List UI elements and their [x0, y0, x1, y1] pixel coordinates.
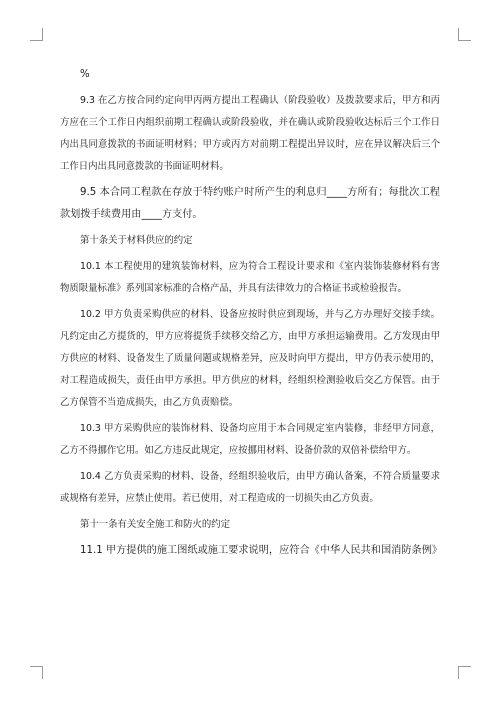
paragraph-percent: % — [80, 69, 90, 80]
paragraph-9-5: 9.5 本合同工程款在存放于特约账户时所产生的利息归____方所有；每批次工程款划拨手续费用由____方支付。 — [60, 187, 440, 220]
section-heading-article-10: 第十条关于材料供应的约定 — [80, 235, 193, 246]
paragraph-10-4: 10.4 乙方负责采购的材料、设备，经组织验收后，由甲方确认备案，不符合质量要求或规格有差异，应禁止使用。若已使用，对工程造成的一切损失由乙方负责。 — [60, 471, 440, 504]
paragraph-10-1: 10.1 本工程使用的建筑装饰材料，应为符合工程设计要求和《室内装饰装修材料有害物质限量标准》系列国家标准的合格产品，并具有法律效力的合格证书或检验报告。 — [60, 261, 440, 294]
crop-mark-bottom-left — [30, 666, 43, 679]
document-body — [60, 64, 443, 562]
crop-mark-top-right — [458, 28, 471, 41]
paragraph-9-3: 9.3 在乙方按合同约定向甲丙两方提出工程确认（阶段验收）及拨款要求后，甲方和丙方应在三个工作日内组织前期工程确认或阶段验收，并在确认或阶段验收达标后三个工作日内出具同意拨款的书面证明材料；甲方或丙方对前期工程提出异议时，应在异议解决后三个工作日内出具同意拨款的书面证明材料。 — [60, 95, 440, 172]
crop-mark-top-left — [30, 28, 43, 41]
section-heading-article-11: 第十一条有关安全施工和防火的约定 — [80, 519, 231, 530]
paragraph-10-2: 10.2 甲方负责采购供应的材料、设备应按时供应到现场，并与乙方办理好交接手续。凡约定由乙方提货的，甲方应将提货手续移交给乙方，由甲方承担运输费用。乙方发现由甲方供应的材料、设备发生了质量问题或规格差异，应及时向甲方提出，甲方仍表示使用的，对工程造成损失，责任由甲方承担。甲方供应的材料，经组织检测验收后交乙方保管。由于乙方保管不当造成损失，由乙方负责赔偿。 — [60, 309, 440, 408]
crop-mark-bottom-right — [458, 666, 471, 679]
paragraph-10-3: 10.3 甲方采购供应的装饰材料、设备均应用于本合同规定室内装修，非经甲方同意，乙方不得挪作它用。如乙方违反此规定，应按挪用材料、设备价款的双倍补偿给甲方。 — [60, 423, 440, 456]
paragraph-11-1: 11.1 甲方提供的施工图纸或施工要求说明，应符合《中华人民共和国消防条例》 — [80, 545, 443, 556]
